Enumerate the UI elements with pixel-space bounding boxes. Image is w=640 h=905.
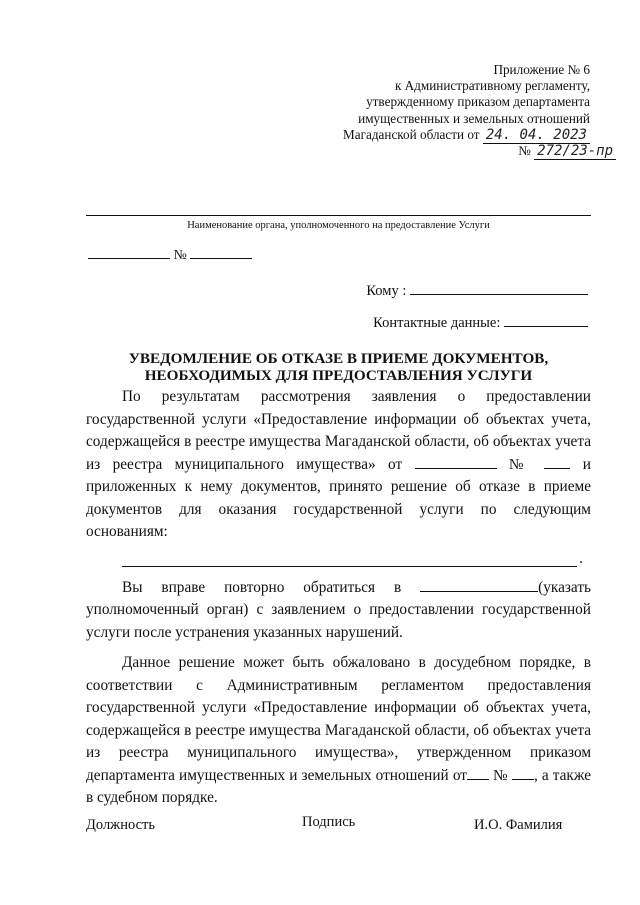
p3-text-a: Данное решение может быть обжаловано в досудебном порядке, в соответствии с Административным регламентом предоставления государственной услуги «Предоставление информации об объектах учета, содержащейся в реестре имущества Магаданской области, об объектах учета из реестра муниципального имущества», утвержденном приказом департамента имущественных и земельных отношений от bbox=[86, 654, 591, 784]
p2-text-b: (указать уполномоченный орган) с заявлением о предоставлении государственной услуги после устранения указанных нарушений. bbox=[86, 578, 591, 641]
annex-num-prefix: № bbox=[518, 143, 531, 159]
annex-handwritten-number: 272/23-пр bbox=[534, 143, 616, 160]
grounds-line bbox=[122, 550, 583, 567]
title-line-2: НЕОБХОДИМЫХ ДЛЯ ПРЕДОСТАВЛЕНИЯ УСЛУГИ bbox=[144, 367, 533, 384]
annex-date-prefix: Магаданской области от bbox=[342, 126, 480, 142]
annex-line-3: утвержденному приказом департамента bbox=[366, 94, 590, 110]
to-label: Кому : bbox=[366, 283, 407, 299]
contacts-blank bbox=[504, 326, 588, 327]
recipient-contacts bbox=[373, 315, 588, 332]
paragraph-3 bbox=[86, 652, 591, 810]
p3-text-c: , а также в судебном порядке. bbox=[86, 766, 591, 806]
org-caption: Наименование органа, уполномоченного на предоставление Услуги bbox=[187, 220, 490, 231]
recipient-to bbox=[366, 283, 588, 300]
p3-date-blank bbox=[467, 779, 489, 780]
p3-number-blank bbox=[512, 779, 534, 780]
p3-number-sign: № bbox=[493, 766, 508, 784]
paragraph-2 bbox=[86, 577, 591, 645]
p1-text-c: и приложенных к нему документов, принято решение об отказе в приеме документов для оказания государственной услуги по следующим основаниям: bbox=[86, 455, 591, 540]
p1-text-a: По результатам рассмотрения заявления о предоставлении государственной услуги «Предоставление информации об объектах учета, содержащейся в реестре имущества Магаданской области, об объектах учета из реестра муниципального имущества» от bbox=[86, 388, 591, 473]
paragraph-1 bbox=[86, 386, 591, 544]
annex-line-1: Приложение № 6 bbox=[493, 62, 590, 77]
annex-line-2: к Административному регламенту, bbox=[394, 78, 590, 94]
document-title bbox=[86, 350, 591, 384]
p1-number-sign: № bbox=[508, 455, 533, 473]
reg-number-sign: № bbox=[173, 248, 187, 263]
annex-block bbox=[290, 62, 613, 160]
document-body bbox=[86, 386, 591, 810]
signature-sign: Подпись bbox=[302, 814, 356, 830]
registration-number bbox=[88, 248, 252, 264]
grounds-line-end: . bbox=[579, 550, 583, 567]
annex-handwritten-date: 24. 04. 2023 bbox=[483, 127, 590, 144]
to-blank bbox=[410, 294, 588, 295]
annex-line-5 bbox=[290, 127, 590, 143]
reg-date-blank bbox=[88, 258, 170, 259]
p2-text-a: Вы вправе повторно обратиться в bbox=[122, 578, 402, 596]
signature-name: И.О. Фамилия bbox=[474, 817, 563, 833]
contacts-label: Контактные данные: bbox=[373, 315, 501, 331]
signature-position: Должность bbox=[86, 817, 155, 833]
org-name-line bbox=[86, 215, 591, 216]
p2-organ-blank bbox=[420, 591, 538, 592]
annex-line-6 bbox=[290, 143, 613, 160]
title-line-1: УВЕДОМЛЕНИЕ ОБ ОТКАЗЕ В ПРИЕМЕ ДОКУМЕНТОВ, bbox=[128, 350, 549, 367]
reg-number-blank bbox=[190, 258, 252, 259]
p1-number-blank bbox=[544, 468, 570, 469]
annex-line-4: имущественных и земельных отношений bbox=[358, 110, 590, 126]
p1-date-blank bbox=[415, 468, 497, 469]
